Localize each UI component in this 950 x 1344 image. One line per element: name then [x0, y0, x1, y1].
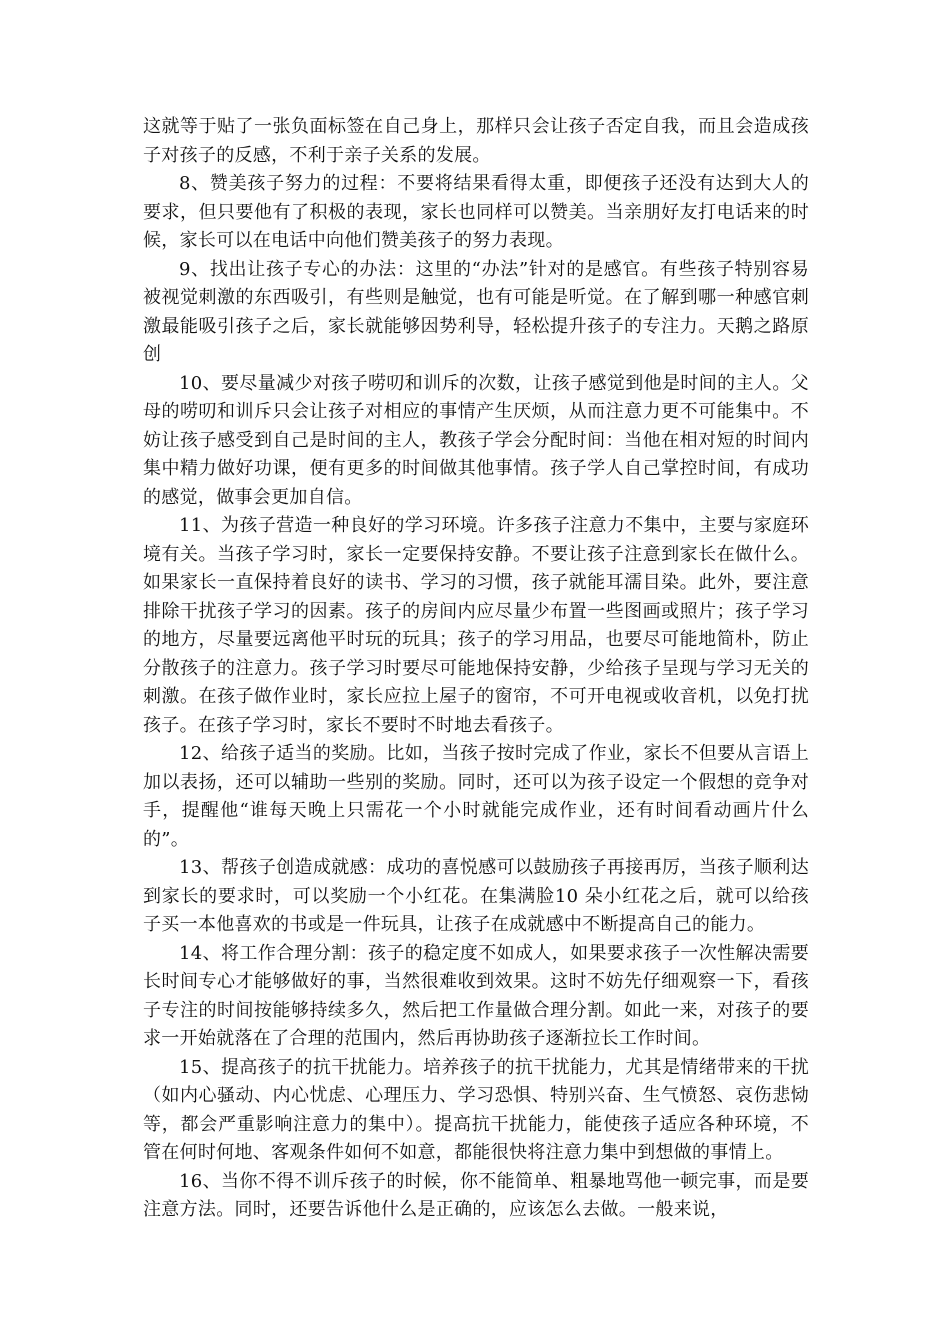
paragraph-item-10: 10、要尽量减少对孩子唠叨和训斥的次数，让孩子感觉到他是时间的主人。父母的唠叨和训斥只会让孩子对相应的事情产生厌烦，从而注意力更不可能集中。不妨让孩子感受到自己是时间的主人，教孩子学会分配时间：当他在相对短的时间内集中精力做好功课，便有更多的时间做其他事情。孩子学人自己掌控时间，有成功的感觉，做事会更加自信。	[143, 372, 809, 508]
paragraph-item-13: 13、帮孩子创造成就感：成功的喜悦感可以鼓励孩子再接再厉，当孩子顺利达到家长的要求时，可以奖励一个小红花。在集满脸10 朵小红花之后，就可以给孩子买一本他喜欢的书或是一件玩具，让孩子在成就感中不断提高自己的能力。	[143, 857, 809, 935]
paragraph-item-15: 15、提高孩子的抗干扰能力。培养孩子的抗干扰能力，尤其是情绪带来的干扰（如内心骚动、内心忧虑、心理压力、学习恐惧、特别兴奋、生气愤怒、哀伤悲恸等，都会严重影响注意力的集中）。提高抗干扰能力，能使孩子适应各种环境，不管在何时何地、客观条件如何不如意，都能很快将注意力集中到想做的事情上。	[143, 1056, 809, 1163]
paragraph-item-9: 9、找出让孩子专心的办法：这里的“办法”针对的是感官。有些孩子特别容易被视觉刺激的东西吸引，有些则是触觉，也有可能是听觉。在了解到哪一种感官刺激最能吸引孩子之后，家长就能够因势利导，轻松提升孩子的专注力。天鹅之路原创	[143, 258, 809, 365]
paragraph-item-11: 11、为孩子营造一种良好的学习环境。许多孩子注意力不集中，主要与家庭环境有关。当孩子学习时，家长一定要保持安静。不要让孩子注意到家长在做什么。如果家长一直保持着良好的读书、学习的习惯，孩子就能耳濡目染。此外，要注意排除干扰孩子学习的因素。孩子的房间内应尽量少布置一些图画或照片；孩子学习的地方，尽量要远离他平时玩的玩具；孩子的学习用品，也要尽可能地简朴，防止分散孩子的注意力。孩子学习时要尽可能地保持安静，少给孩子呈现与学习无关的刺激。在孩子做作业时，家长应拉上屋子的窗帘，不可开电视或收音机，以免打扰孩子。在孩子学习时，家长不要时不时地去看孩子。	[143, 515, 809, 736]
paragraph-item-12: 12、给孩子适当的奖励。比如，当孩子按时完成了作业，家长不但要从言语上加以表扬，还可以辅助一些别的奖励。同时，还可以为孩子设定一个假想的竞争对手，提醒他“谁每天晚上只需花一个小时就能完成作业，还有时间看动画片什么的”。	[143, 743, 809, 850]
paragraph-item-14: 14、将工作合理分割：孩子的稳定度不如成人，如果要求孩子一次性解决需要长时间专心才能够做好的事，当然很难收到效果。这时不妨先仔细观察一下，看孩子专注的时间按能够持续多久，然后把工作量做合理分割。如此一来，对孩子的要求一开始就落在了合理的范围内，然后再协助孩子逐渐拉长工作时间。	[143, 942, 809, 1049]
paragraph-continuation: 这就等于贴了一张负面标签在自己身上，那样只会让孩子否定自我，而且会造成孩子对孩子的反感，不利于亲子关系的发展。	[143, 116, 809, 166]
paragraph-item-8: 8、赞美孩子努力的过程：不要将结果看得太重，即便孩子还没有达到大人的要求，但只要他有了积极的表现，家长也同样可以赞美。当亲朋好友打电话来的时候，家长可以在电话中向他们赞美孩子的努力表现。	[143, 173, 809, 251]
paragraph-item-16: 16、当你不得不训斥孩子的时候，你不能简单、粗暴地骂他一顿完事，而是要注意方法。同时，还要告诉他什么是正确的，应该怎么去做。一般来说，	[143, 1170, 809, 1220]
document-body	[143, 113, 809, 1225]
